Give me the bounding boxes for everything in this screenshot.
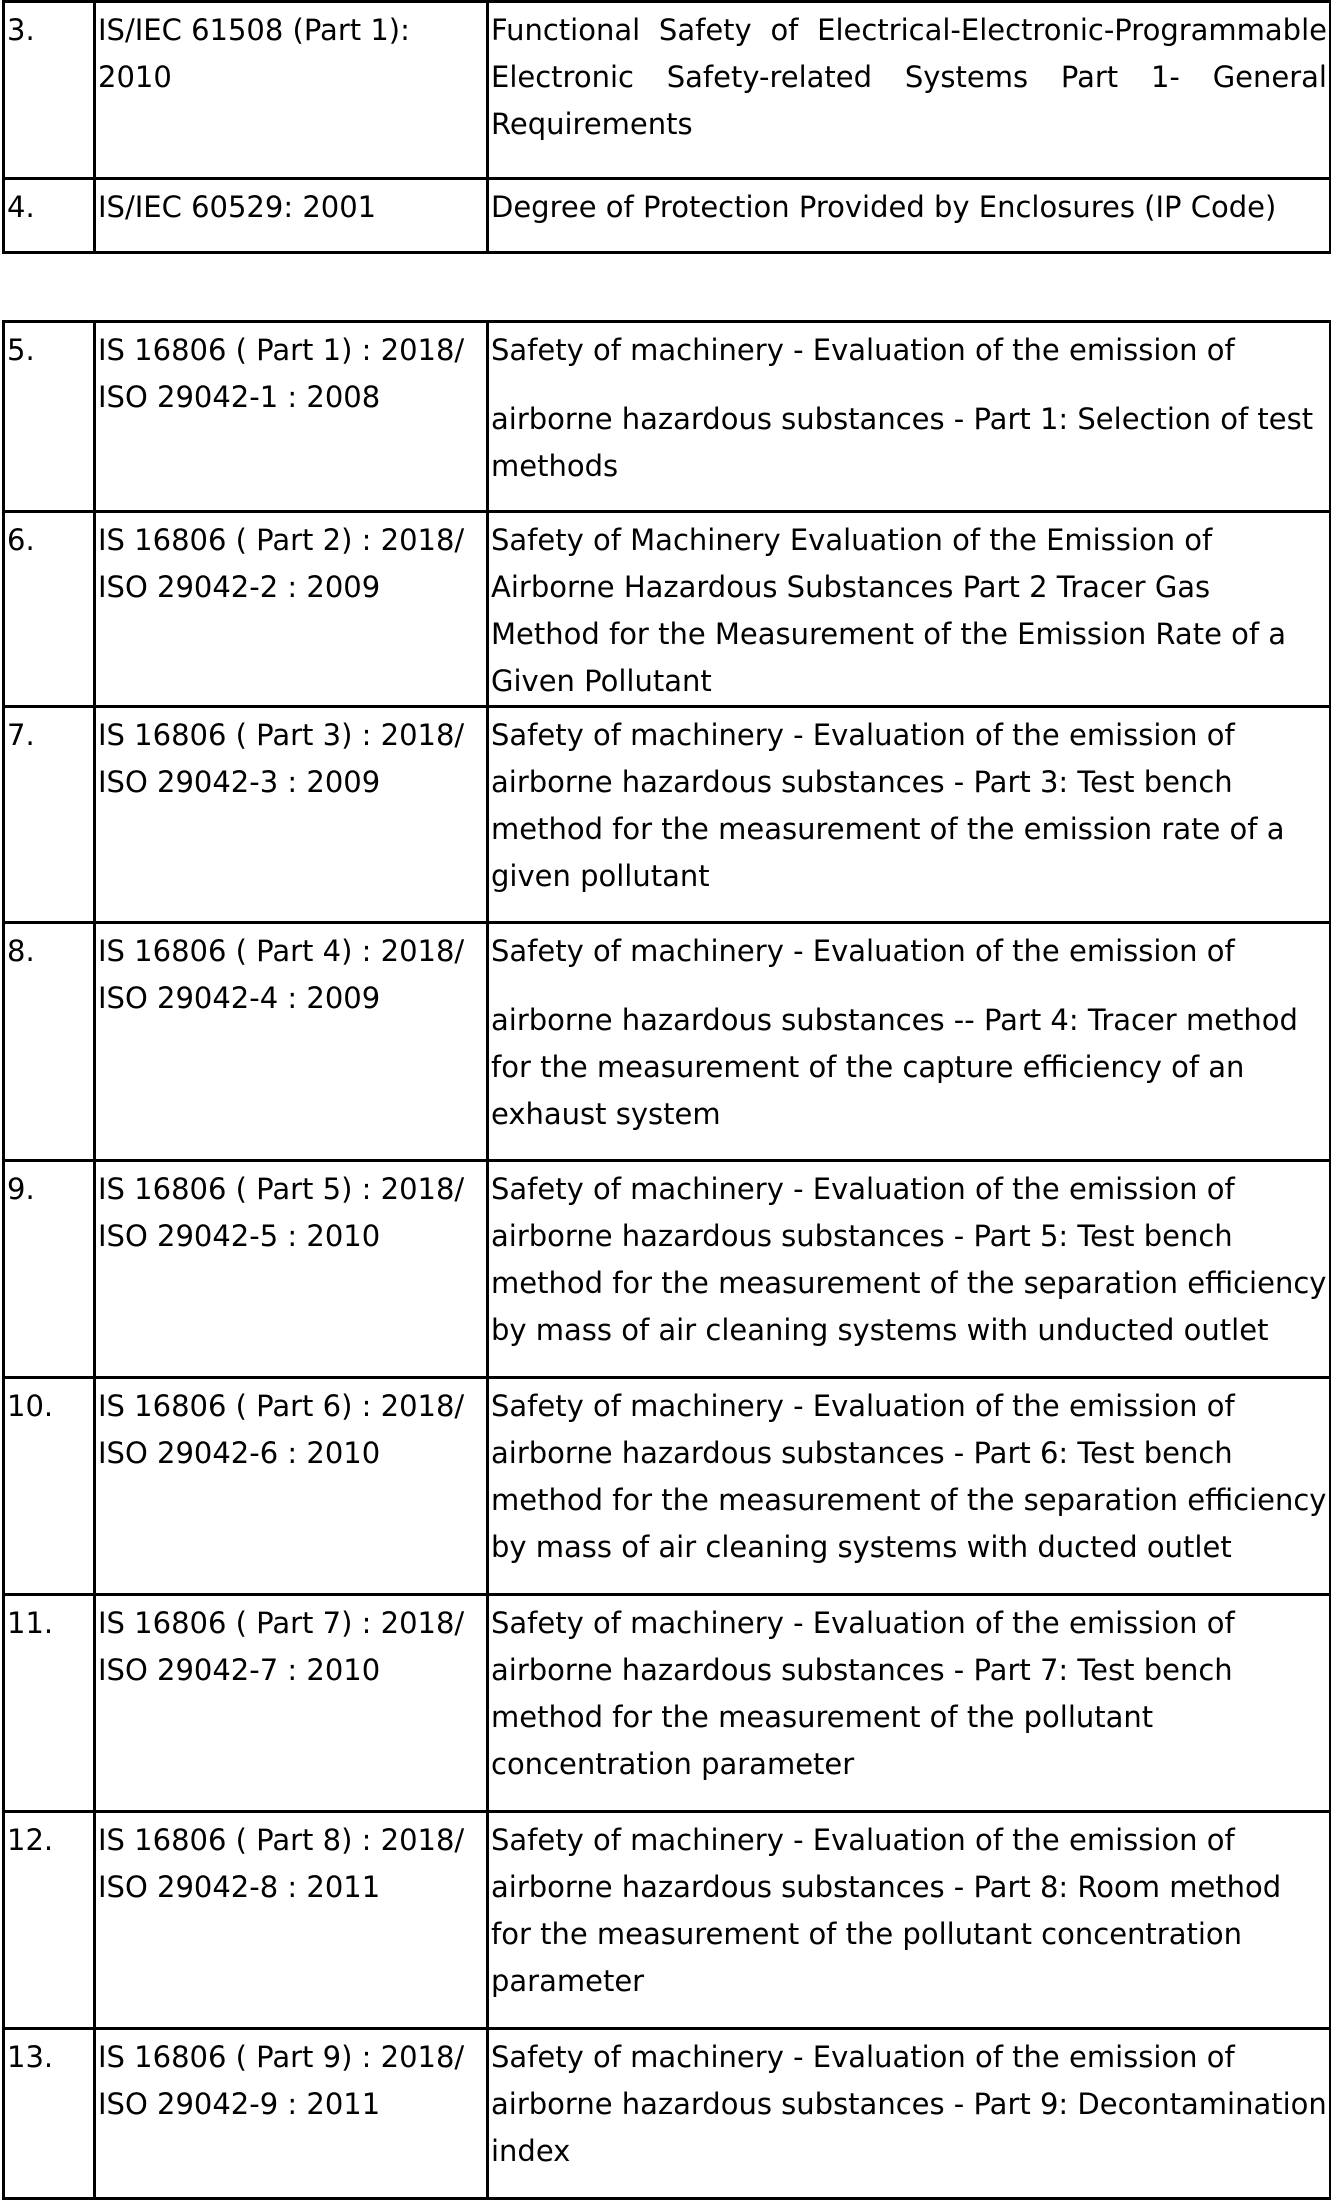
standards-table-bottom (2, 320, 1331, 2200)
standard-code: IS 16806 ( Part 2) : 2018/ ISO 29042-2 : 2009 (95, 512, 488, 707)
standard-title (488, 179, 1331, 253)
table-body (4, 2, 1331, 253)
serial-number: 10. (4, 1378, 95, 1595)
standard-code: IS 16806 ( Part 5) : 2018/ ISO 29042-5 : 2010 (95, 1161, 488, 1378)
table-row (4, 179, 1331, 253)
title-line: Safety of machinery - Evaluation of the emission of airborne hazardous substances - Part 9: Decontamination index (491, 2040, 1327, 2168)
title-line: Functional Safety of Electrical-Electronic-Programmable Electronic Safety-related Systems Part 1- General Requirements (491, 13, 1327, 141)
serial-number: 9. (4, 1161, 95, 1378)
standard-code: IS/IEC 60529: 2001 (95, 179, 488, 253)
title-line: Safety of machinery - Evaluation of the emission of (491, 333, 1235, 367)
table-row (4, 2029, 1331, 2199)
table-row (4, 512, 1331, 707)
standard-code: IS 16806 ( Part 1) : 2018/ ISO 29042-1 : 2008 (95, 322, 488, 512)
title-line: airborne hazardous substances - Part 1: Selection of test methods (491, 402, 1314, 483)
standards-table-top (2, 0, 1331, 254)
standard-code: IS 16806 ( Part 4) : 2018/ ISO 29042-4 : 2009 (95, 923, 488, 1161)
table-row (4, 322, 1331, 512)
title-line: Safety of machinery - Evaluation of the emission of airborne hazardous substances - Part 8: Room method for the measurement of the pollutant concentration parameter (491, 1823, 1282, 1998)
serial-number: 4. (4, 179, 95, 253)
standard-title (488, 2, 1331, 179)
table-row (4, 1378, 1331, 1595)
table-row (4, 923, 1331, 1161)
serial-number: 8. (4, 923, 95, 1161)
standard-title (488, 923, 1331, 1161)
standard-title (488, 707, 1331, 923)
table-row (4, 1595, 1331, 1812)
title-line: Safety of machinery - Evaluation of the emission of airborne hazardous substances - Part 3: Test bench method for the measurement of the emission rate of a given pollutant (491, 718, 1285, 893)
standard-code: IS 16806 ( Part 8) : 2018/ ISO 29042-8 : 2011 (95, 1812, 488, 2029)
standard-code: IS 16806 ( Part 3) : 2018/ ISO 29042-3 : 2009 (95, 707, 488, 923)
standard-code: IS/IEC 61508 (Part 1): 2010 (95, 2, 488, 179)
standard-code: IS 16806 ( Part 6) : 2018/ ISO 29042-6 : 2010 (95, 1378, 488, 1595)
table-body (4, 322, 1331, 2199)
standard-title (488, 1812, 1331, 2029)
title-line: Safety of machinery - Evaluation of the emission of airborne hazardous substances - Part 5: Test bench method for the measurement of the separation efficiency by mass of air cleaning systems with unducted outlet (491, 1172, 1327, 1347)
standard-title (488, 322, 1331, 512)
title-line: Safety of Machinery Evaluation of the Emission of Airborne Hazardous Substances Part 2 Tracer Gas Method for the Measurement of the Emission Rate of a Given Pollutant (491, 523, 1287, 698)
standard-title (488, 1378, 1331, 1595)
serial-number: 12. (4, 1812, 95, 2029)
title-line: Safety of machinery - Evaluation of the emission of airborne hazardous substances - Part 6: Test bench method for the measurement of the separation efficiency by mass of air cleaning systems with ducted outlet (491, 1389, 1327, 1564)
title-line: airborne hazardous substances -- Part 4: Tracer method for the measurement of the capture efficiency of an exhaust system (491, 1003, 1298, 1131)
standard-code: IS 16806 ( Part 7) : 2018/ ISO 29042-7 : 2010 (95, 1595, 488, 1812)
standard-title (488, 2029, 1331, 2199)
table-row (4, 2, 1331, 179)
standard-title (488, 1595, 1331, 1812)
table-row (4, 1161, 1331, 1378)
title-line: Safety of machinery - Evaluation of the emission of (491, 934, 1235, 968)
standard-code: IS 16806 ( Part 9) : 2018/ ISO 29042-9 : 2011 (95, 2029, 488, 2199)
standard-title (488, 512, 1331, 707)
serial-number: 3. (4, 2, 95, 179)
standard-title (488, 1161, 1331, 1378)
serial-number: 11. (4, 1595, 95, 1812)
serial-number: 6. (4, 512, 95, 707)
table-row (4, 1812, 1331, 2029)
title-line: Degree of Protection Provided by Enclosures (IP Code) (491, 190, 1277, 224)
title-line: Safety of machinery - Evaluation of the emission of airborne hazardous substances - Part 7: Test bench method for the measurement of the pollutant concentration parameter (491, 1606, 1235, 1781)
table-row (4, 707, 1331, 923)
serial-number: 7. (4, 707, 95, 923)
serial-number: 13. (4, 2029, 95, 2199)
serial-number: 5. (4, 322, 95, 512)
